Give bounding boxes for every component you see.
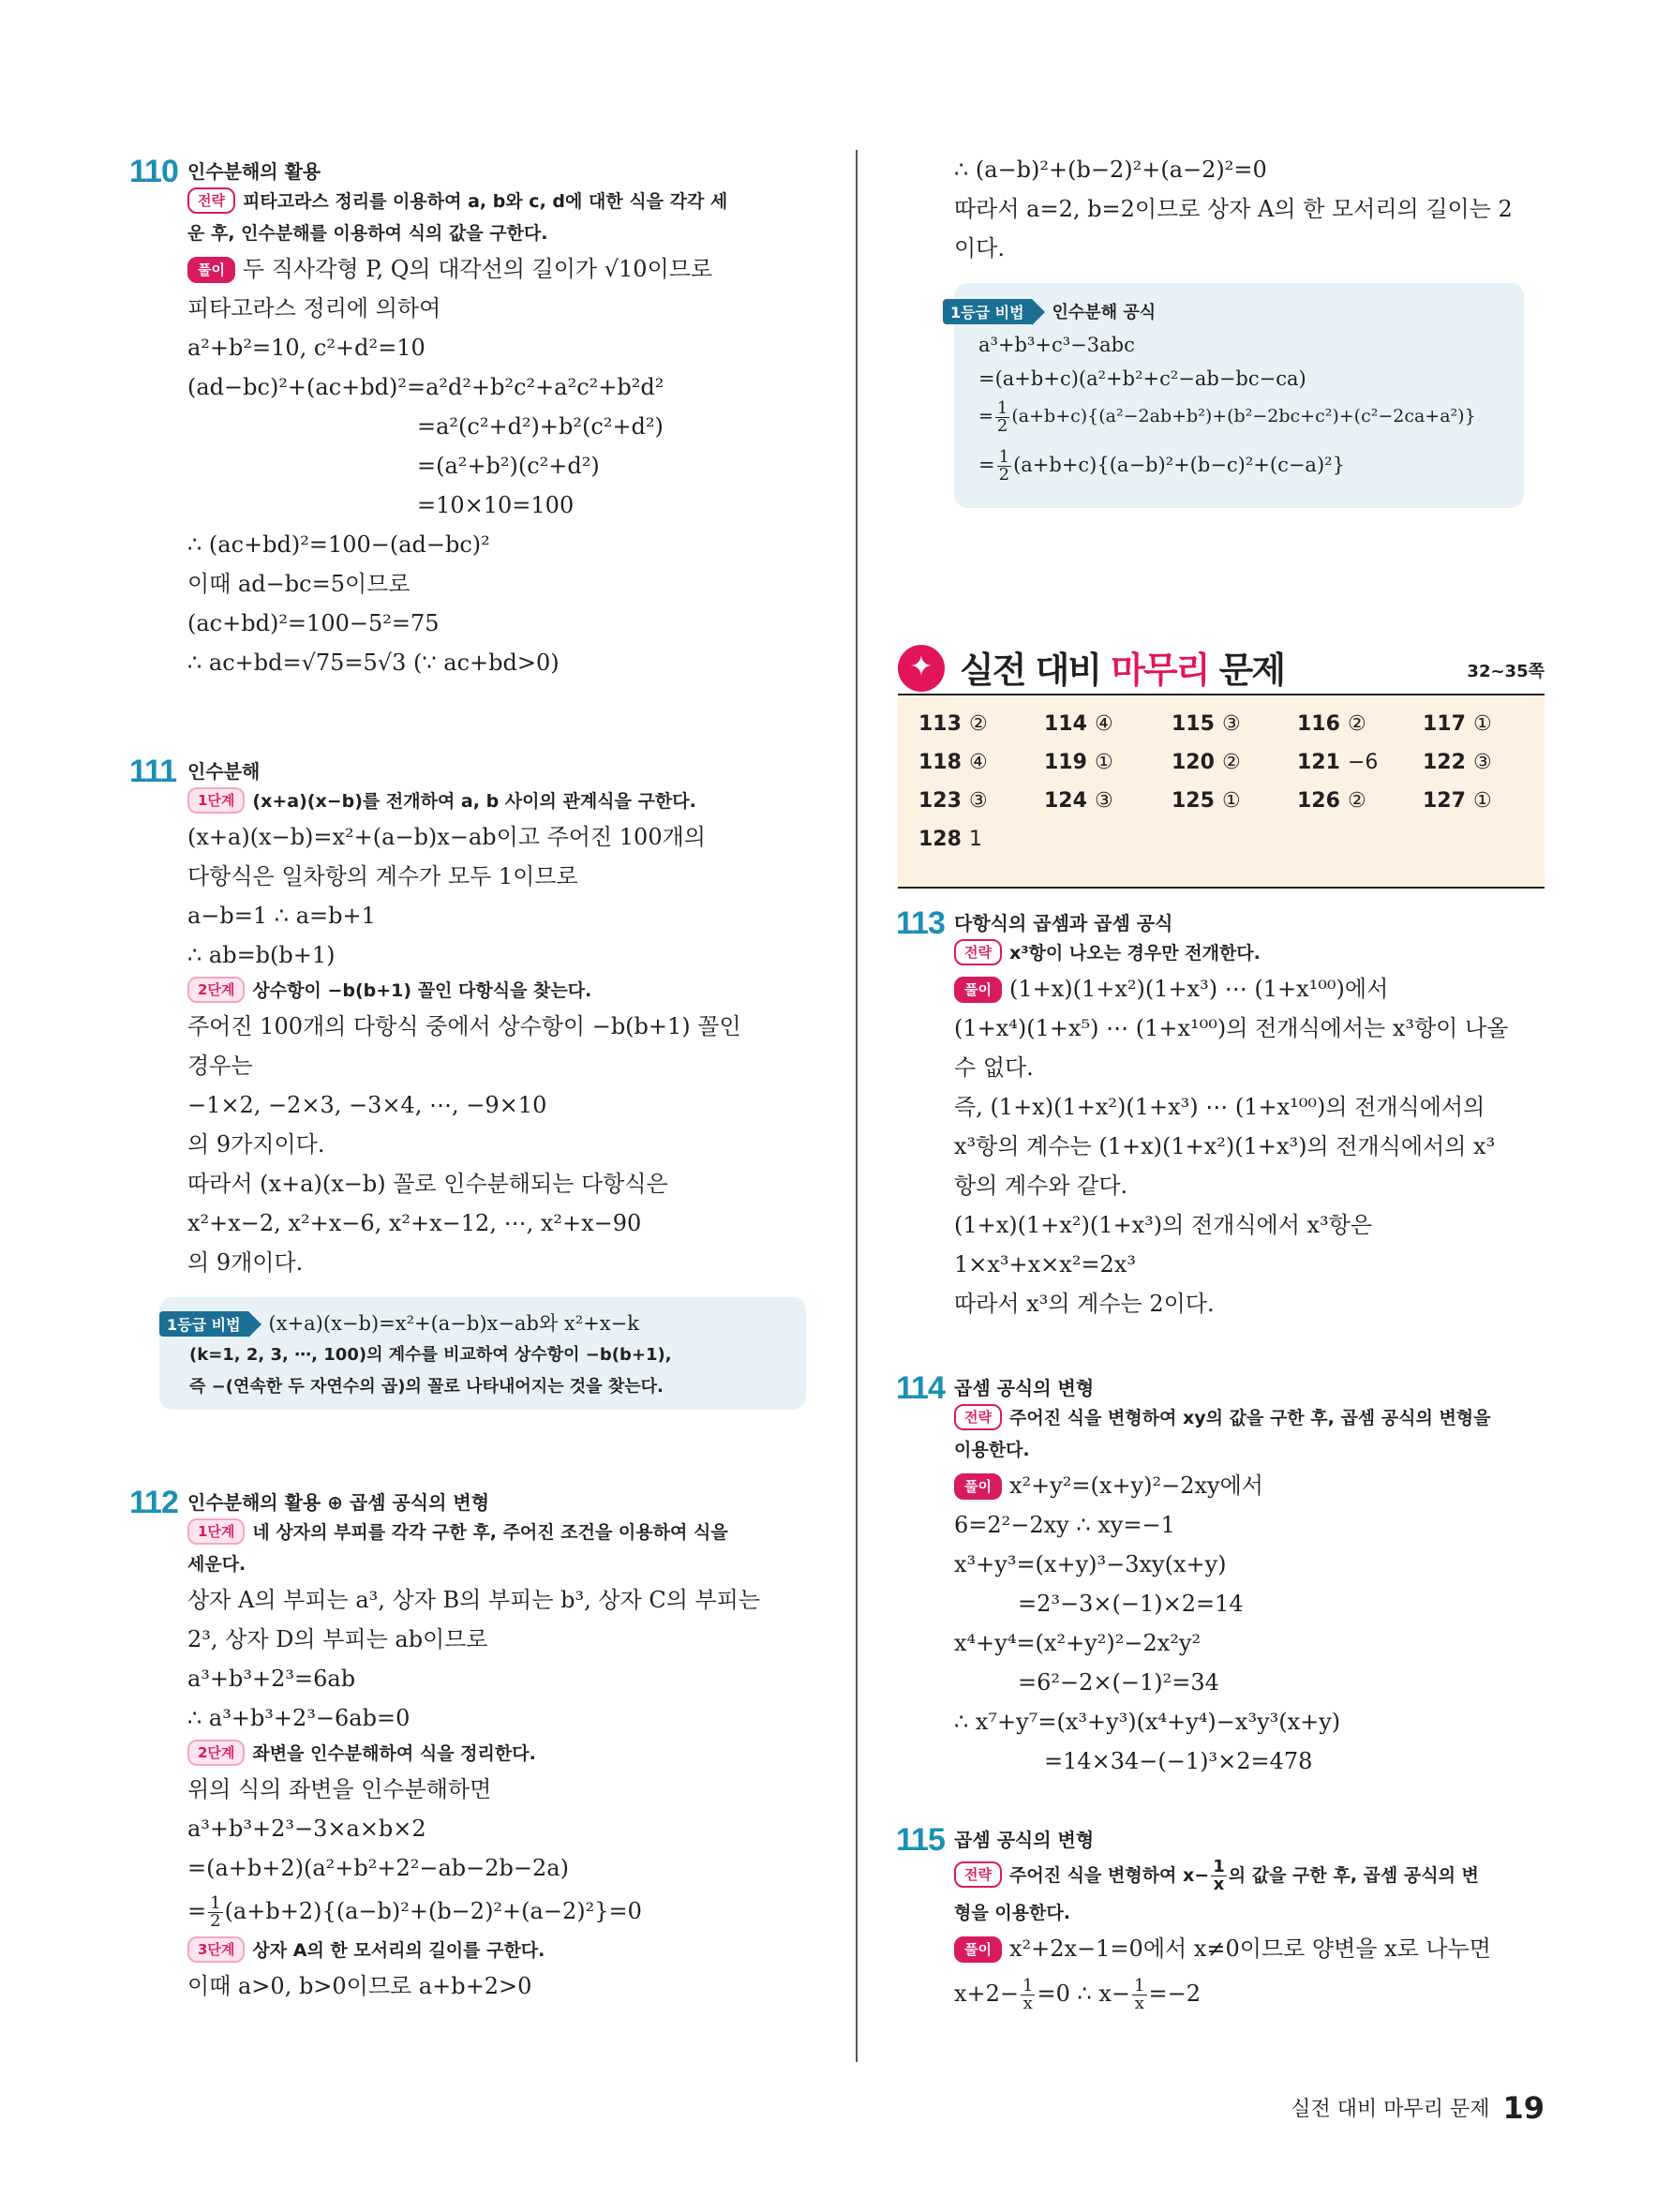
solution-tag: 풀이 — [954, 977, 1002, 1003]
tip-line: (x+a)(x−b)=x²+(a−b)x−ab와 x²+x−k — [268, 1312, 639, 1335]
equation: =2³−3×(−1)×2=14 — [1018, 1591, 1244, 1617]
problem-number: 110 — [129, 154, 178, 189]
equation: =14×34−(−1)³×2=478 — [1044, 1748, 1313, 1774]
strategy-line: 전략 피타고라스 정리를 이용하여 a, b와 c, d에 대한 식을 각각 세 — [187, 186, 834, 217]
equation: a²+b²=10, c²+d²=10 — [187, 335, 425, 361]
solution-line: 풀이 x²+2x−1=0에서 x≠0이므로 양변을 x로 나누면 — [954, 1929, 1543, 1968]
fraction: $\frac{1}{x}$ — [1213, 1857, 1225, 1894]
text-line: 피타고라스 정리에 의하여 — [187, 295, 441, 321]
text-line: 위의 식의 좌변을 인수분해하면 — [187, 1776, 492, 1802]
problem-number: 114 — [896, 1370, 945, 1406]
text-line: (x+a)(x−b)=x²+(a−b)x−ab이고 주어진 100개의 — [187, 824, 706, 850]
step-tag: 1단계 — [187, 1518, 245, 1545]
solution-line: 풀이 (1+x)(1+x²)(1+x³) ⋯ (1+x¹⁰⁰)에서 — [954, 969, 1543, 1009]
fraction: $\frac{1}{2}$ — [998, 447, 1010, 485]
fraction: $\frac{1}{x}$ — [1134, 1976, 1145, 2013]
tip-line: =(a+b+c)(a²+b²+c²−ab−bc−ca) — [978, 367, 1306, 390]
problem-115 — [896, 1822, 1543, 2019]
text-line: 항의 계수와 같다. — [954, 1173, 1128, 1199]
answer-item: 120 ② — [1172, 751, 1241, 774]
tip-line: (k=1, 2, 3, ⋯, 100)의 계수를 비교하여 상수항이 −b(b+1), — [189, 1345, 672, 1365]
column-divider — [856, 150, 858, 2062]
answer-item: 127 ① — [1423, 789, 1492, 813]
tip-tag: 1등급 비법 — [943, 299, 1032, 324]
equation: a³+b³+2³=6ab — [187, 1666, 356, 1692]
answer-item: 114 ④ — [1044, 712, 1113, 736]
problem-113 — [896, 905, 1543, 1323]
strategy-tag: 전략 — [954, 1861, 1002, 1888]
equation: ∴ ab=b(b+1) — [187, 942, 336, 968]
answer-item: 118 ④ — [918, 751, 988, 774]
solution-line: 풀이 x²+y²=(x+y)²−2xy에서 — [954, 1466, 1543, 1505]
text-line: x³항의 계수는 (1+x)(1+x²)(1+x³)의 전개식에서의 x³ — [954, 1133, 1496, 1159]
strategy-line: 전략 x³항이 나오는 경우만 전개한다. — [954, 937, 1543, 969]
tip-line-fraction: = $\frac{1}{2}$ (a+b+c){(a−b)²+(b−c)²+(c−a)²} — [978, 447, 1345, 485]
problem-number: 112 — [129, 1485, 178, 1520]
text-line: 이때 a>0, b>0이므로 a+b+2>0 — [187, 1973, 532, 1999]
answer-item: 119 ① — [1044, 751, 1113, 774]
equation: ∴ (ac+bd)²=100−(ad−bc)² — [187, 531, 490, 558]
equation: 6=2²−2xy ∴ xy=−1 — [954, 1512, 1175, 1538]
equation: a³+b³+2³−3×a×b×2 — [187, 1816, 426, 1842]
strategy-tag: 전략 — [187, 187, 235, 214]
step-line: 1단계 네 상자의 부피를 각각 구한 후, 주어진 조건을 이용하여 식을 — [187, 1517, 834, 1548]
text-line: 이다. — [954, 235, 1005, 262]
answer-item: 122 ③ — [1423, 751, 1492, 774]
text-line: 2³, 상자 D의 부피는 ab이므로 — [187, 1626, 488, 1652]
text-line: 주어진 100개의 다항식 중에서 상수항이 −b(b+1) 꼴인 — [187, 1013, 741, 1039]
solution-line: 풀이 두 직사각형 P, Q의 대각선의 길이가 √10이므로 — [187, 249, 834, 289]
text-line: 따라서 x³의 계수는 2이다. — [954, 1291, 1215, 1317]
equation: ∴ (a−b)²+(b−2)²+(a−2)²=0 — [954, 157, 1267, 183]
equation: ∴ ac+bd=√75=5√3 (∵ ac+bd>0) — [187, 650, 560, 676]
text-line: (1+x)(1+x²)(1+x³)의 전개식에서 x³항은 — [954, 1212, 1373, 1238]
text-line: 의 9가지이다. — [187, 1131, 325, 1158]
problem-title: 곱셈 공식의 변형 — [954, 1377, 1095, 1399]
problem-title: 다항식의 곱셈과 곱셈 공식 — [954, 912, 1173, 934]
equation-fraction: x+2− $\frac{1}{x}$ =0 ∴ x− $\frac{1}{x}$ =−2 — [954, 1976, 1201, 2013]
fraction: $\frac{1}{x}$ — [1023, 1976, 1034, 2013]
equation: =(a+b+2)(a²+b²+2²−ab−2b−2a) — [187, 1855, 569, 1881]
strategy-tag: 전략 — [954, 939, 1002, 965]
solution-tag: 풀이 — [187, 257, 235, 283]
equation: =a²(c²+d²)+b²(c²+d²) — [417, 413, 664, 440]
strategy-line-2: 형을 이용한다. — [954, 1903, 1070, 1923]
equation: −1×2, −2×3, −3×4, ⋯, −9×10 — [187, 1092, 547, 1118]
text-line: 의 9개이다. — [187, 1249, 304, 1276]
text-line: 따라서 a=2, b=2이므로 상자 A의 한 모서리의 길이는 2 — [954, 196, 1513, 222]
equation: (ad−bc)²+(ac+bd)²=a²d²+b²c²+a²c²+b²d² — [187, 374, 664, 400]
equation: x⁴+y⁴=(x²+y²)²−2x²y² — [954, 1630, 1202, 1656]
text-line: 이때 ad−bc=5이므로 — [187, 571, 411, 597]
problem-111 — [129, 754, 834, 1282]
answer-item: 123 ③ — [918, 789, 988, 813]
text-line: 경우는 — [187, 1053, 253, 1079]
fraction: $\frac{1}{2}$ — [210, 1893, 221, 1931]
problem-110 — [129, 154, 834, 682]
answer-item: 116 ② — [1297, 712, 1366, 736]
strategy-line-2: 이용한다. — [954, 1440, 1030, 1460]
equation: x²+x−2, x²+x−6, x²+x−12, ⋯, x²+x−90 — [187, 1210, 642, 1236]
equation: =10×10=100 — [417, 492, 575, 518]
step-line: 1단계 (x+a)(x−b)를 전개하여 a, b 사이의 관계식을 구한다. — [187, 785, 834, 817]
answer-item: 126 ② — [1297, 789, 1366, 813]
answer-grid — [898, 695, 1545, 889]
step-line: 2단계 상수항이 −b(b+1) 꼴인 다항식을 찾는다. — [187, 975, 834, 1007]
problem-112 — [129, 1485, 834, 2006]
problem-title: 인수분해 — [187, 760, 261, 783]
text-line: (1+x⁴)(1+x⁵) ⋯ (1+x¹⁰⁰)의 전개식에서는 x³항이 나올 — [954, 1015, 1509, 1041]
text-line: 다항식은 일차항의 계수가 모두 1이므로 — [187, 863, 578, 889]
tip-line-fraction: = $\frac{1}{2}$ (a+b+c){(a²−2ab+b²)+(b²−2bc+c²)+(c²−2ca+a²)} — [978, 397, 1476, 436]
step-line: 2단계 좌변을 인수분해하여 식을 정리한다. — [187, 1738, 834, 1770]
problem-number: 111 — [129, 754, 176, 789]
tip-title: 인수분해 공식 — [1052, 303, 1157, 322]
equation: x³+y³=(x+y)³−3xy(x+y) — [954, 1551, 1227, 1577]
equation-fraction: = $\frac{1}{2}$ (a+b+2){(a−b)²+(b−2)²+(a−2)²}=0 — [187, 1893, 642, 1931]
step-line-2: 세운다. — [187, 1554, 246, 1575]
text-line: 상자 A의 부피는 a³, 상자 B의 부피는 b³, 상자 C의 부피는 — [187, 1587, 761, 1613]
problem-number: 113 — [896, 905, 945, 941]
strategy-line-2: 운 후, 인수분해를 이용하여 식의 값을 구한다. — [187, 223, 548, 244]
step-tag: 2단계 — [187, 1740, 245, 1766]
step-line: 3단계 상자 A의 한 모서리의 길이를 구한다. — [187, 1935, 834, 1966]
page-range: 32~35쪽 — [1467, 662, 1545, 681]
answer-item: 128 1 — [918, 828, 982, 851]
page-number: 19 — [1502, 2090, 1545, 2126]
section-title: 실전 대비 마무리 문제 — [960, 650, 1285, 691]
answer-item: 115 ③ — [1172, 712, 1241, 736]
equation: ∴ x⁷+y⁷=(x³+y³)(x⁴+y⁴)−x³y³(x+y) — [954, 1709, 1341, 1735]
answer-item: 125 ① — [1172, 789, 1241, 813]
equation: (ac+bd)²=100−5²=75 — [187, 610, 440, 636]
problem-112-continued — [954, 150, 1543, 268]
answer-item: 121 −6 — [1297, 751, 1379, 774]
strategy-tag: 전략 — [954, 1404, 1002, 1430]
section-emblem-icon: ✦ — [898, 645, 945, 692]
tip-line: 즉 −(연속한 두 자연수의 곱)의 꼴로 나타내어지는 것을 찾는다. — [189, 1377, 664, 1397]
text-line: 수 없다. — [954, 1054, 1034, 1081]
text-line: 즉, (1+x)(1+x²)(1+x³) ⋯ (1+x¹⁰⁰)의 전개식에서의 — [954, 1094, 1485, 1120]
section-banner — [898, 637, 1545, 694]
tip-box-112 — [950, 283, 1524, 508]
solution-tag: 풀이 — [954, 1936, 1002, 1963]
problem-114 — [896, 1370, 1543, 1781]
step-tag: 1단계 — [187, 787, 245, 814]
step-tag: 3단계 — [187, 1936, 245, 1963]
answer-item: 117 ① — [1423, 712, 1492, 736]
tip-line: a³+b³+c³−3abc — [978, 334, 1135, 356]
problem-title: 인수분해의 활용 ⊕ 곱셈 공식의 변형 — [187, 1491, 490, 1514]
answer-item: 124 ③ — [1044, 789, 1113, 813]
strategy-line: 전략 주어진 식을 변형하여 xy의 값을 구한 후, 곱셈 공식의 변형을 — [954, 1402, 1543, 1434]
step-tag: 2단계 — [187, 977, 245, 1003]
tip-tag: 1등급 비법 — [159, 1311, 248, 1337]
problem-title: 인수분해의 활용 — [187, 160, 321, 183]
solution-tag: 풀이 — [954, 1473, 1002, 1500]
tip-box-111 — [159, 1297, 806, 1410]
problem-title: 곱셈 공식의 변형 — [954, 1829, 1095, 1851]
footer-title: 실전 대비 마무리 문제 — [1291, 2098, 1490, 2121]
equation: =(a²+b²)(c²+d²) — [417, 453, 600, 479]
equation: a−b=1 ∴ a=b+1 — [187, 903, 376, 929]
page-footer — [1291, 2090, 1545, 2126]
equation: 1×x³+x×x²=2x³ — [954, 1251, 1136, 1278]
answer-item: 113 ② — [918, 712, 988, 736]
fraction: $\frac{1}{2}$ — [996, 397, 1008, 436]
equation: ∴ a³+b³+2³−6ab=0 — [187, 1705, 411, 1731]
text-line: 따라서 (x+a)(x−b) 꼴로 인수분해되는 다항식은 — [187, 1171, 668, 1197]
problem-number: 115 — [896, 1822, 945, 1858]
equation: =6²−2×(−1)²=34 — [1018, 1669, 1219, 1696]
strategy-line: 전략 주어진 식을 변형하여 x− $\frac{1}{x}$ 의 값을 구한 후, 곱셈 공식의 변 — [954, 1854, 1543, 1897]
